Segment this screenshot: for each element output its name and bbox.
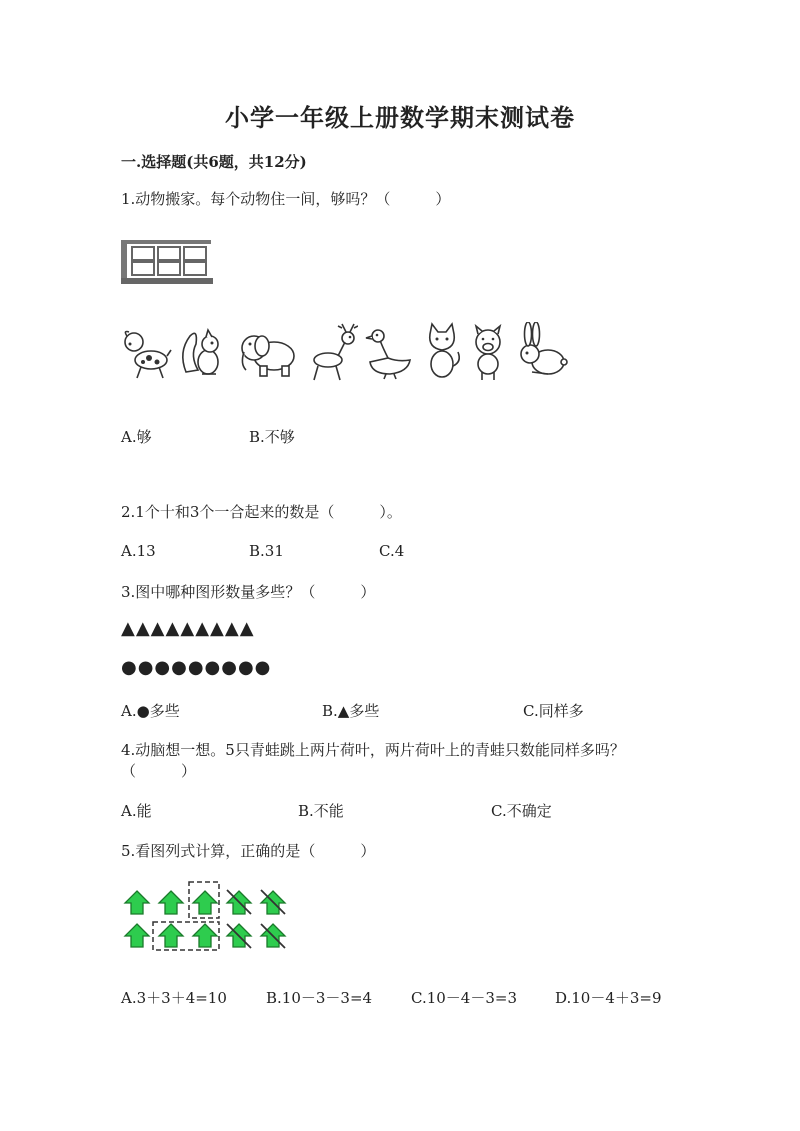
- q5-option-d[interactable]: D.10－4＋3=9: [555, 989, 662, 1007]
- q2-option-c[interactable]: C.4: [379, 542, 405, 560]
- q3-option-c[interactable]: C.同样多: [523, 702, 584, 720]
- arrow-icon: [159, 891, 183, 914]
- q5-option-b[interactable]: B.10－3－3=4: [266, 989, 373, 1007]
- cat-icon: [420, 322, 464, 382]
- triangles-row: ▲▲▲▲▲▲▲▲▲: [121, 618, 255, 639]
- q1-option-b[interactable]: B.不够: [249, 428, 295, 446]
- q4-option-c[interactable]: C.不确定: [491, 802, 552, 820]
- page-title: 小学一年级上册数学期末测试卷: [225, 103, 575, 132]
- deer-icon: [306, 322, 358, 384]
- arrow-icon: [193, 924, 217, 947]
- arrow-icon: [159, 924, 183, 947]
- dog-icon: [121, 322, 173, 382]
- question-3-text: 3.图中哪种图形数量多些？（ ）: [121, 583, 376, 601]
- arrow-icon: [193, 891, 217, 914]
- section-heading: 一.选择题(共6题，共12分): [121, 153, 307, 171]
- arrow-icon: [125, 924, 149, 947]
- question-4-text-line1: 4.动脑想一想。5只青蛙跳上两片荷叶，两片荷叶上的青蛙只数能同样多吗？: [121, 741, 625, 759]
- circles-row: ●●●●●●●●●: [121, 657, 272, 678]
- rabbit-icon: [514, 322, 570, 382]
- house-icon: [121, 240, 213, 284]
- squirrel-icon: [176, 322, 228, 382]
- pig-icon: [466, 322, 510, 382]
- duck-icon: [364, 322, 414, 382]
- q5-option-a[interactable]: A.3＋3＋4=10: [121, 989, 227, 1007]
- arrow-icon: [125, 891, 149, 914]
- q1-option-a[interactable]: A.够: [121, 428, 152, 446]
- q3-option-a[interactable]: A.●多些: [121, 702, 180, 720]
- question-1-text: 1.动物搬家。每个动物住一间，够吗？（ ）: [121, 190, 451, 208]
- question-5-text: 5.看图列式计算，正确的是（ ）: [121, 842, 376, 860]
- q2-option-b[interactable]: B.31: [249, 542, 284, 560]
- q4-option-a[interactable]: A.能: [121, 802, 152, 820]
- q5-option-c[interactable]: C.10－4－3=3: [411, 989, 517, 1007]
- question-4-text-line2: （ ）: [121, 762, 197, 780]
- arrows-figure: [121, 878, 301, 956]
- q3-option-b[interactable]: B.▲多些: [322, 702, 380, 720]
- q2-option-a[interactable]: A.13: [121, 542, 156, 560]
- question-2-text: 2.1个十和3个一合起来的数是（ ）。: [121, 503, 402, 521]
- q4-option-b[interactable]: B.不能: [298, 802, 344, 820]
- elephant-icon: [236, 322, 298, 382]
